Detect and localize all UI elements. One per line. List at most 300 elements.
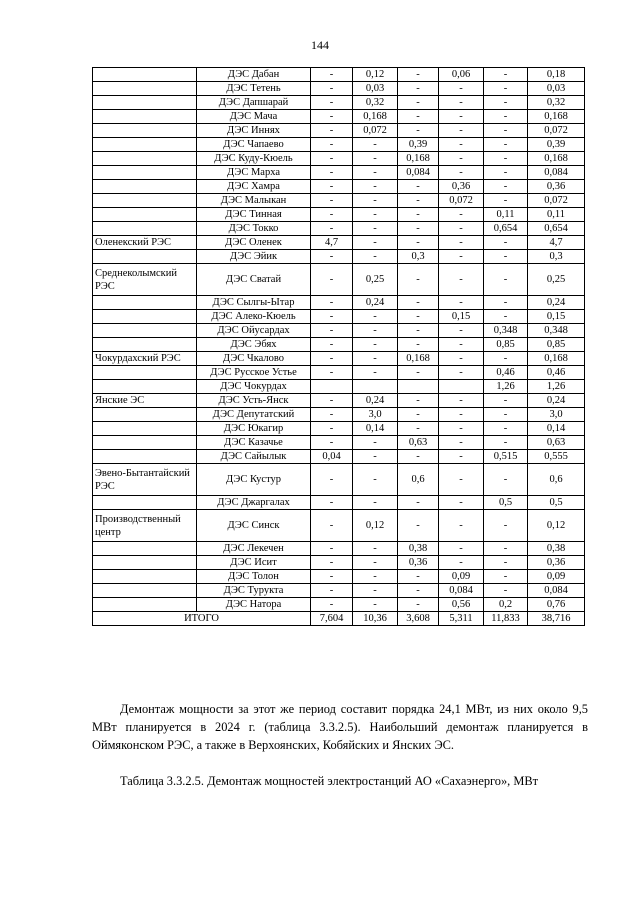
region-cell: [93, 436, 197, 450]
value-cell: -: [439, 394, 484, 408]
value-cell: -: [311, 250, 353, 264]
body-paragraph: Демонтаж мощности за этот же период составит порядка 24,1 МВт, из них около 9,5 МВт планируется в 2024 г. (таблица 3.3.2.5). Наибольший демонтаж планируется в Оймяконском РЭС, а также в Верхоянских, Кобяйских и Янских ЭС.: [92, 702, 588, 752]
region-cell: [93, 366, 197, 380]
total-value-cell: 0,5: [528, 496, 585, 510]
value-cell: -: [484, 394, 528, 408]
station-cell: ДЭС Натора: [197, 598, 311, 612]
station-cell: ДЭС Куду-Кюель: [197, 152, 311, 166]
next-table-caption: Таблица 3.3.2.5. Демонтаж мощностей электростанций АО «Сахаэнерго», МВт: [120, 774, 539, 788]
region-cell: Чокурдахский РЭС: [93, 352, 197, 366]
value-cell: -: [484, 82, 528, 96]
value-cell: -: [398, 598, 439, 612]
value-cell: -: [311, 264, 353, 296]
value-cell: -: [353, 166, 398, 180]
value-cell: -: [353, 324, 398, 338]
value-cell: -: [353, 464, 398, 496]
total-value-cell: 0,072: [528, 124, 585, 138]
table-row: [93, 510, 585, 542]
value-cell: -: [439, 542, 484, 556]
value-cell: -: [398, 180, 439, 194]
value-cell: [353, 380, 398, 394]
value-cell: 0,11: [484, 208, 528, 222]
station-cell: ДЭС Сайылык: [197, 450, 311, 464]
value-cell: 0,24: [353, 394, 398, 408]
region-cell: [93, 542, 197, 556]
value-cell: -: [398, 394, 439, 408]
value-cell: -: [484, 510, 528, 542]
value-cell: -: [398, 584, 439, 598]
value-cell: 0,2: [484, 598, 528, 612]
value-cell: 0,15: [439, 310, 484, 324]
table-row: [93, 138, 585, 152]
value-cell: -: [398, 82, 439, 96]
station-cell: ДЭС Эбях: [197, 338, 311, 352]
station-cell: ДЭС Дабан: [197, 68, 311, 82]
table-row: [93, 194, 585, 208]
value-cell: 0,03: [353, 82, 398, 96]
value-cell: -: [439, 82, 484, 96]
dismantling-table: [92, 67, 585, 626]
value-cell: 0,25: [353, 264, 398, 296]
station-cell: ДЭС Толон: [197, 570, 311, 584]
total-sum-cell: 10,36: [353, 612, 398, 626]
value-cell: -: [439, 152, 484, 166]
station-cell: ДЭС Иннях: [197, 124, 311, 138]
region-cell: [93, 68, 197, 82]
value-cell: -: [484, 408, 528, 422]
value-cell: -: [439, 408, 484, 422]
table-row: [93, 366, 585, 380]
table-row: [93, 450, 585, 464]
region-cell: [93, 556, 197, 570]
value-cell: -: [311, 310, 353, 324]
table-row: [93, 556, 585, 570]
value-cell: -: [311, 570, 353, 584]
value-cell: -: [311, 366, 353, 380]
total-value-cell: 0,39: [528, 138, 585, 152]
station-cell: ДЭС Казачье: [197, 436, 311, 450]
station-cell: ДЭС Ойусардах: [197, 324, 311, 338]
value-cell: -: [439, 352, 484, 366]
total-value-cell: 0,072: [528, 194, 585, 208]
total-value-cell: 0,76: [528, 598, 585, 612]
value-cell: -: [484, 556, 528, 570]
table-row: [93, 598, 585, 612]
value-cell: -: [353, 352, 398, 366]
region-cell: [93, 408, 197, 422]
total-value-cell: 3,0: [528, 408, 585, 422]
value-cell: -: [484, 542, 528, 556]
station-cell: ДЭС Синск: [197, 510, 311, 542]
region-cell: [93, 570, 197, 584]
value-cell: -: [398, 408, 439, 422]
total-value-cell: 0,348: [528, 324, 585, 338]
value-cell: -: [484, 110, 528, 124]
total-label: ИТОГО: [93, 612, 311, 626]
value-cell: -: [484, 250, 528, 264]
table-row: [93, 464, 585, 496]
region-cell: Янские ЭС: [93, 394, 197, 408]
value-cell: -: [311, 464, 353, 496]
table-row: [93, 422, 585, 436]
total-value-cell: 1,26: [528, 380, 585, 394]
value-cell: -: [311, 598, 353, 612]
total-sum-cell: 38,716: [528, 612, 585, 626]
station-cell: ДЭС Марха: [197, 166, 311, 180]
station-cell: ДЭС Чокурдах: [197, 380, 311, 394]
value-cell: -: [311, 110, 353, 124]
total-value-cell: 0,3: [528, 250, 585, 264]
value-cell: -: [311, 324, 353, 338]
value-cell: -: [398, 296, 439, 310]
value-cell: -: [439, 208, 484, 222]
station-cell: ДЭС Русское Устье: [197, 366, 311, 380]
region-cell: [93, 496, 197, 510]
value-cell: -: [439, 222, 484, 236]
value-cell: 0,12: [353, 510, 398, 542]
table-row: [93, 124, 585, 138]
total-value-cell: 0,24: [528, 296, 585, 310]
region-cell: [93, 598, 197, 612]
station-cell: ДЭС Усть-Янск: [197, 394, 311, 408]
value-cell: -: [439, 124, 484, 138]
value-cell: -: [439, 450, 484, 464]
station-cell: ДЭС Кустур: [197, 464, 311, 496]
value-cell: 1,26: [484, 380, 528, 394]
table-row: [93, 166, 585, 180]
station-cell: ДЭС Тинная: [197, 208, 311, 222]
value-cell: 0,38: [398, 542, 439, 556]
region-cell: [93, 250, 197, 264]
value-cell: 0,168: [398, 152, 439, 166]
value-cell: -: [484, 264, 528, 296]
station-cell: ДЭС Хамра: [197, 180, 311, 194]
region-cell: [93, 296, 197, 310]
value-cell: -: [311, 408, 353, 422]
value-cell: -: [484, 152, 528, 166]
value-cell: -: [439, 464, 484, 496]
region-cell: Эвено-Бытантайский РЭС: [93, 464, 197, 496]
total-sum-cell: 7,604: [311, 612, 353, 626]
value-cell: -: [484, 352, 528, 366]
region-cell: [93, 96, 197, 110]
region-cell: [93, 222, 197, 236]
value-cell: -: [353, 366, 398, 380]
total-sum-cell: 5,311: [439, 612, 484, 626]
value-cell: [398, 380, 439, 394]
value-cell: 0,5: [484, 496, 528, 510]
value-cell: -: [398, 422, 439, 436]
table-row: [93, 310, 585, 324]
value-cell: -: [353, 598, 398, 612]
value-cell: -: [439, 166, 484, 180]
value-cell: -: [311, 152, 353, 166]
region-cell: [93, 208, 197, 222]
region-cell: [93, 180, 197, 194]
table-row: [93, 222, 585, 236]
value-cell: -: [398, 338, 439, 352]
value-cell: -: [311, 68, 353, 82]
region-cell: [93, 138, 197, 152]
value-cell: -: [353, 556, 398, 570]
value-cell: -: [398, 110, 439, 124]
value-cell: 0,24: [353, 296, 398, 310]
total-value-cell: 0,11: [528, 208, 585, 222]
total-value-cell: 0,18: [528, 68, 585, 82]
table-row: [93, 394, 585, 408]
region-cell: [93, 166, 197, 180]
total-value-cell: 0,36: [528, 180, 585, 194]
value-cell: -: [311, 338, 353, 352]
value-cell: -: [398, 194, 439, 208]
station-cell: ДЭС Сылгы-Ытар: [197, 296, 311, 310]
station-cell: ДЭС Турукта: [197, 584, 311, 598]
station-cell: ДЭС Тетень: [197, 82, 311, 96]
value-cell: -: [439, 324, 484, 338]
region-cell: [93, 124, 197, 138]
value-cell: -: [398, 208, 439, 222]
region-cell: Оленекский РЭС: [93, 236, 197, 250]
table-row: [93, 542, 585, 556]
value-cell: -: [353, 584, 398, 598]
value-cell: -: [484, 124, 528, 138]
value-cell: 0,14: [353, 422, 398, 436]
value-cell: -: [439, 422, 484, 436]
value-cell: -: [311, 556, 353, 570]
region-cell: [93, 194, 197, 208]
value-cell: 4,7: [311, 236, 353, 250]
value-cell: 0,36: [398, 556, 439, 570]
value-cell: -: [484, 96, 528, 110]
value-cell: -: [311, 542, 353, 556]
value-cell: -: [311, 124, 353, 138]
station-cell: ДЭС Сватай: [197, 264, 311, 296]
value-cell: 0,56: [439, 598, 484, 612]
value-cell: 0,654: [484, 222, 528, 236]
value-cell: 0,072: [439, 194, 484, 208]
value-cell: -: [484, 296, 528, 310]
value-cell: -: [311, 510, 353, 542]
value-cell: -: [439, 96, 484, 110]
value-cell: -: [439, 110, 484, 124]
total-value-cell: 0,084: [528, 584, 585, 598]
value-cell: 0,6: [398, 464, 439, 496]
total-sum-cell: 3,608: [398, 612, 439, 626]
value-cell: -: [439, 138, 484, 152]
value-cell: -: [353, 152, 398, 166]
total-row: [93, 612, 585, 626]
value-cell: -: [311, 352, 353, 366]
value-cell: -: [311, 422, 353, 436]
value-cell: -: [398, 236, 439, 250]
total-value-cell: 0,24: [528, 394, 585, 408]
value-cell: -: [311, 82, 353, 96]
total-value-cell: 4,7: [528, 236, 585, 250]
value-cell: 0,39: [398, 138, 439, 152]
total-value-cell: 0,46: [528, 366, 585, 380]
total-value-cell: 0,168: [528, 152, 585, 166]
value-cell: 3,0: [353, 408, 398, 422]
region-cell: [93, 380, 197, 394]
region-cell: [93, 82, 197, 96]
value-cell: -: [353, 338, 398, 352]
station-cell: ДЭС Депутатский: [197, 408, 311, 422]
value-cell: 0,04: [311, 450, 353, 464]
table-row: [93, 236, 585, 250]
table-row: [93, 180, 585, 194]
table-row: [93, 496, 585, 510]
value-cell: 0,09: [439, 570, 484, 584]
table-row: [93, 96, 585, 110]
value-cell: 0,63: [398, 436, 439, 450]
value-cell: -: [484, 436, 528, 450]
total-value-cell: 0,555: [528, 450, 585, 464]
station-cell: ДЭС Алеко-Кюель: [197, 310, 311, 324]
value-cell: -: [484, 584, 528, 598]
station-cell: ДЭС Эйик: [197, 250, 311, 264]
region-cell: [93, 584, 197, 598]
value-cell: -: [484, 236, 528, 250]
total-value-cell: 0,32: [528, 96, 585, 110]
station-cell: ДЭС Мача: [197, 110, 311, 124]
value-cell: -: [311, 222, 353, 236]
table-row: [93, 324, 585, 338]
value-cell: -: [353, 570, 398, 584]
value-cell: -: [439, 510, 484, 542]
value-cell: -: [311, 138, 353, 152]
value-cell: -: [353, 496, 398, 510]
value-cell: -: [353, 194, 398, 208]
total-value-cell: 0,084: [528, 166, 585, 180]
value-cell: -: [398, 310, 439, 324]
table-row: [93, 570, 585, 584]
value-cell: -: [439, 338, 484, 352]
value-cell: -: [353, 450, 398, 464]
value-cell: -: [353, 138, 398, 152]
value-cell: -: [398, 124, 439, 138]
total-value-cell: 0,14: [528, 422, 585, 436]
station-cell: ДЭС Юкагир: [197, 422, 311, 436]
station-cell: ДЭС Токко: [197, 222, 311, 236]
total-value-cell: 0,63: [528, 436, 585, 450]
table-row: [93, 152, 585, 166]
value-cell: -: [398, 222, 439, 236]
value-cell: -: [353, 222, 398, 236]
total-sum-cell: 11,833: [484, 612, 528, 626]
region-cell: [93, 310, 197, 324]
total-value-cell: 0,168: [528, 110, 585, 124]
station-cell: ДЭС Джаргалах: [197, 496, 311, 510]
value-cell: -: [484, 570, 528, 584]
table-row: [93, 264, 585, 296]
value-cell: -: [398, 324, 439, 338]
region-cell: [93, 338, 197, 352]
value-cell: -: [311, 194, 353, 208]
value-cell: -: [311, 96, 353, 110]
value-cell: -: [439, 296, 484, 310]
station-cell: ДЭС Малыкан: [197, 194, 311, 208]
total-value-cell: 0,85: [528, 338, 585, 352]
value-cell: 0,515: [484, 450, 528, 464]
value-cell: -: [398, 366, 439, 380]
station-cell: ДЭС Дапшарай: [197, 96, 311, 110]
value-cell: -: [484, 138, 528, 152]
table-row: [93, 380, 585, 394]
value-cell: -: [398, 96, 439, 110]
value-cell: 0,084: [439, 584, 484, 598]
total-value-cell: 0,38: [528, 542, 585, 556]
station-cell: ДЭС Лекечен: [197, 542, 311, 556]
table-row: [93, 68, 585, 82]
value-cell: -: [398, 570, 439, 584]
station-cell: ДЭС Чапаево: [197, 138, 311, 152]
value-cell: 0,348: [484, 324, 528, 338]
total-value-cell: 0,168: [528, 352, 585, 366]
region-cell: Производственный центр: [93, 510, 197, 542]
table-row: [93, 250, 585, 264]
value-cell: -: [439, 264, 484, 296]
value-cell: -: [484, 464, 528, 496]
value-cell: -: [311, 208, 353, 222]
table-row: [93, 110, 585, 124]
value-cell: -: [484, 422, 528, 436]
value-cell: 0,32: [353, 96, 398, 110]
value-cell: -: [484, 310, 528, 324]
value-cell: -: [439, 436, 484, 450]
value-cell: -: [311, 180, 353, 194]
total-value-cell: 0,03: [528, 82, 585, 96]
region-cell: [93, 450, 197, 464]
value-cell: -: [353, 436, 398, 450]
value-cell: 0,084: [398, 166, 439, 180]
value-cell: -: [311, 496, 353, 510]
value-cell: -: [439, 556, 484, 570]
table-row: [93, 584, 585, 598]
value-cell: -: [353, 250, 398, 264]
page-number: 144: [311, 38, 329, 52]
value-cell: 0,168: [353, 110, 398, 124]
region-cell: [93, 324, 197, 338]
total-value-cell: 0,25: [528, 264, 585, 296]
value-cell: 0,168: [398, 352, 439, 366]
value-cell: 0,12: [353, 68, 398, 82]
table-row: [93, 338, 585, 352]
value-cell: -: [311, 584, 353, 598]
value-cell: 0,072: [353, 124, 398, 138]
value-cell: [311, 380, 353, 394]
value-cell: -: [311, 166, 353, 180]
table-row: [93, 436, 585, 450]
value-cell: -: [311, 394, 353, 408]
table-row: [93, 352, 585, 366]
region-cell: [93, 110, 197, 124]
value-cell: -: [484, 194, 528, 208]
value-cell: -: [353, 180, 398, 194]
value-cell: 0,06: [439, 68, 484, 82]
table-row: [93, 408, 585, 422]
value-cell: 0,36: [439, 180, 484, 194]
value-cell: -: [398, 68, 439, 82]
total-value-cell: 0,654: [528, 222, 585, 236]
value-cell: -: [398, 264, 439, 296]
value-cell: -: [439, 236, 484, 250]
total-value-cell: 0,36: [528, 556, 585, 570]
region-cell: [93, 422, 197, 436]
value-cell: [439, 380, 484, 394]
value-cell: 0,85: [484, 338, 528, 352]
value-cell: -: [353, 542, 398, 556]
value-cell: -: [398, 510, 439, 542]
